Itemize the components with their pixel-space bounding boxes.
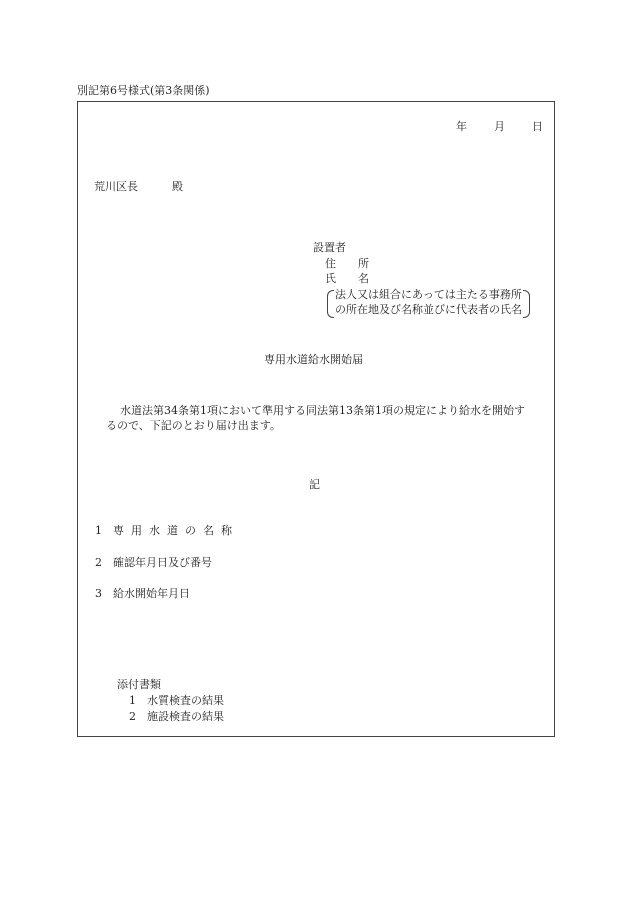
item-water-supply-name[interactable] <box>95 524 239 538</box>
item-label: 確認年月日及び番号 <box>113 556 212 569</box>
attachments-heading: 添付書類 <box>117 678 161 691</box>
address-row[interactable] <box>325 257 375 271</box>
note-line-1: 法人又は組合にあっては主たる事務所 <box>335 288 522 301</box>
ki-heading: 記 <box>309 478 320 491</box>
name-row[interactable] <box>325 272 375 286</box>
note-line-2: の所在地及び名称並びに代表者の氏名 <box>335 303 522 316</box>
body-paragraph <box>106 403 554 433</box>
attachment-label: 水質検査の結果 <box>147 694 224 707</box>
date-line <box>456 120 543 134</box>
address-label-2: 所 <box>358 257 369 270</box>
name-label-1: 氏 <box>325 272 336 285</box>
name-label-2: 名 <box>358 272 369 285</box>
addressee-honorific: 殿 <box>172 180 183 193</box>
year-field[interactable]: 年 <box>456 120 467 133</box>
attachment-number: 1 <box>129 694 136 707</box>
corporation-note <box>327 287 530 317</box>
item-label: 専用水道の名称 <box>113 524 239 537</box>
addressee-name: 荒川区長 <box>94 180 138 193</box>
addressee <box>94 180 183 194</box>
address-label-1: 住 <box>325 257 336 270</box>
attachment-item <box>129 694 224 708</box>
right-bracket <box>523 290 530 318</box>
item-number: 2 <box>95 556 102 569</box>
body-line-2: るので、下記のとおり届け出ます。 <box>106 419 281 432</box>
item-number: 1 <box>95 524 102 537</box>
attachment-item <box>129 710 224 724</box>
body-line-1: 水道法第34条第1項において準用する同法第13条第1項の規定により給水を開始す <box>120 404 525 417</box>
item-start-date[interactable] <box>95 587 190 601</box>
attachment-number: 2 <box>129 710 136 723</box>
item-confirmation-date[interactable] <box>95 556 212 570</box>
document-title: 専用水道給水開始届 <box>264 353 363 366</box>
month-field[interactable]: 月 <box>494 120 505 133</box>
item-number: 3 <box>95 587 102 600</box>
item-label: 給水開始年月日 <box>113 587 190 600</box>
day-field[interactable]: 日 <box>532 120 543 133</box>
left-bracket <box>327 290 334 318</box>
applicant-heading: 設置者 <box>313 241 346 254</box>
form-number-label: 別記第6号様式(第3条関係) <box>77 84 210 97</box>
attachment-label: 施設検査の結果 <box>147 710 224 723</box>
